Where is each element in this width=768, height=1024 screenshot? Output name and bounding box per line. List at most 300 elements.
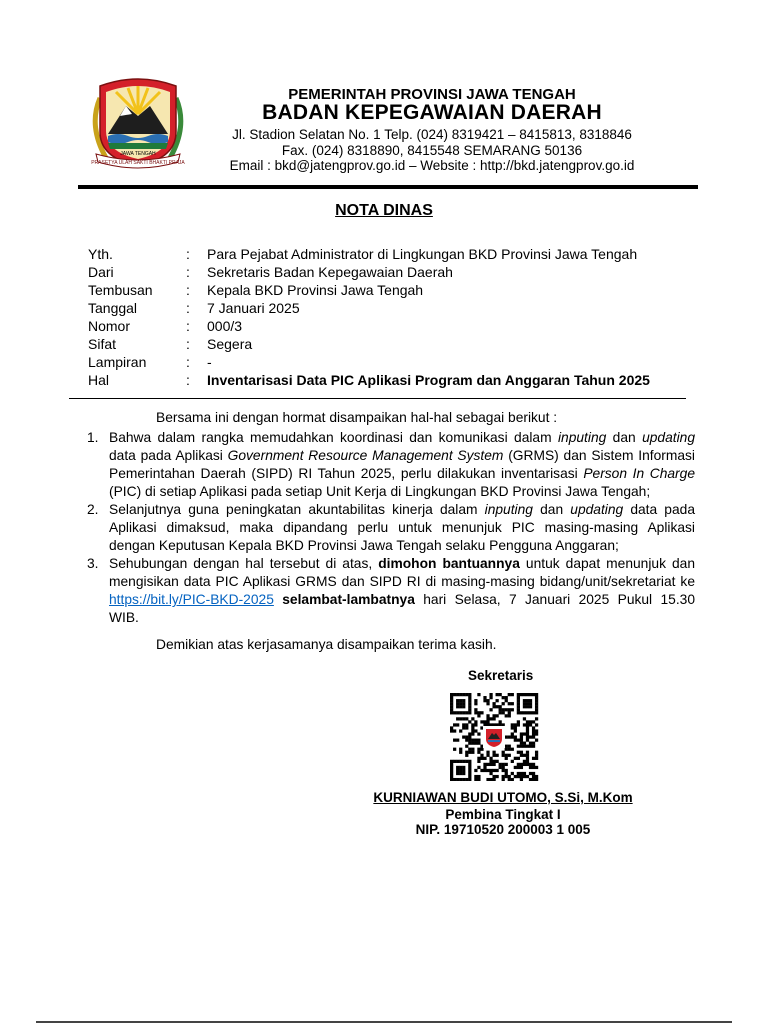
qr-module <box>535 699 538 702</box>
qr-module <box>459 766 462 769</box>
qr-module <box>511 708 514 711</box>
qr-module <box>450 775 453 778</box>
qr-module <box>450 769 453 772</box>
qr-module <box>468 763 471 766</box>
qr-module <box>483 766 486 769</box>
qr-module <box>453 729 456 732</box>
qr-module <box>492 754 495 757</box>
qr-module <box>508 778 511 781</box>
qr-module <box>532 757 535 760</box>
qr-module <box>474 739 477 742</box>
qr-module <box>465 735 468 738</box>
qr-module <box>505 763 508 766</box>
qr-module <box>523 711 526 714</box>
qr-module <box>496 760 499 763</box>
text-line: Selanjutnya guna peningkatan akuntabilitas kinerja dalam inputing dan updating data pada <box>109 502 695 517</box>
letterhead-agency: BADAN KEPEGAWAIAN DAERAH <box>262 101 602 124</box>
qr-module <box>477 757 480 760</box>
qr-module <box>450 699 453 702</box>
text-line: Aplikasi dimaksud, maka dipandang perlu untuk menunjuk PIC masing-masing Aplikasi <box>109 520 695 535</box>
qr-module <box>471 726 474 729</box>
qr-module <box>523 717 526 720</box>
qr-module <box>529 705 532 708</box>
meta-row-nature <box>88 335 708 353</box>
qr-module <box>517 772 520 775</box>
qr-module <box>517 711 520 714</box>
qr-module <box>508 702 511 705</box>
qr-module <box>517 702 520 705</box>
qr-module <box>462 760 465 763</box>
qr-module <box>529 735 532 738</box>
qr-module <box>468 711 471 714</box>
form-link[interactable]: https://bit.ly/PIC-BKD-2025 <box>109 592 274 607</box>
qr-module <box>459 760 462 763</box>
qr-module <box>535 757 538 760</box>
qr-module <box>486 754 489 757</box>
qr-module <box>456 699 459 702</box>
qr-module <box>526 760 529 763</box>
qr-module <box>529 699 532 702</box>
qr-module <box>468 772 471 775</box>
qr-module <box>529 745 532 748</box>
qr-module <box>468 751 471 754</box>
meta-label: Nomor <box>88 318 131 334</box>
qr-module <box>511 732 514 735</box>
qr-module <box>502 696 505 699</box>
qr-module <box>453 739 456 742</box>
qr-module <box>459 693 462 696</box>
qr-module <box>526 745 529 748</box>
qr-module <box>535 711 538 714</box>
qr-module <box>465 726 468 729</box>
qr-module <box>514 735 517 738</box>
qr-module <box>526 751 529 754</box>
qr-module <box>474 769 477 772</box>
qr-module <box>456 739 459 742</box>
qr-module <box>462 705 465 708</box>
qr-module <box>492 769 495 772</box>
list-item <box>87 429 695 501</box>
qr-module <box>450 766 453 769</box>
qr-module <box>471 751 474 754</box>
qr-module <box>477 693 480 696</box>
qr-module <box>468 693 471 696</box>
meta-label: Lampiran <box>88 354 147 370</box>
qr-module <box>462 699 465 702</box>
qr-module <box>486 717 489 720</box>
qr-module <box>517 775 520 778</box>
qr-module <box>535 766 538 769</box>
qr-module <box>532 766 535 769</box>
qr-module <box>462 778 465 781</box>
qr-module <box>505 754 508 757</box>
meta-label: Tanggal <box>88 300 138 316</box>
memo-body <box>87 409 695 654</box>
qr-module <box>465 751 468 754</box>
qr-module <box>517 745 520 748</box>
qr-module <box>489 708 492 711</box>
meta-label: Hal <box>88 372 110 388</box>
qr-module <box>459 711 462 714</box>
qr-module <box>486 699 489 702</box>
qr-module <box>483 720 486 723</box>
qr-module <box>450 772 453 775</box>
qr-module <box>474 699 477 702</box>
qr-module <box>529 742 532 745</box>
qr-module <box>526 735 529 738</box>
qr-module <box>468 702 471 705</box>
qr-module <box>523 693 526 696</box>
qr-module <box>492 705 495 708</box>
qr-module <box>520 735 523 738</box>
qr-module <box>508 775 511 778</box>
qr-module <box>505 714 508 717</box>
qr-module <box>477 714 480 717</box>
qr-module <box>450 778 453 781</box>
qr-module <box>459 702 462 705</box>
meta-row-date <box>88 299 708 317</box>
qr-module <box>468 748 471 751</box>
signatory-name: KURNIAWAN BUDI UTOMO, S.Si, M.Kom <box>373 790 633 805</box>
qr-module <box>526 726 529 729</box>
qr-module <box>523 754 526 757</box>
qr-module <box>523 723 526 726</box>
signatory-rank: Pembina Tingkat I <box>445 807 561 822</box>
qr-module <box>462 772 465 775</box>
qr-module <box>505 699 508 702</box>
qr-module <box>526 693 529 696</box>
qr-module <box>459 717 462 720</box>
qr-module <box>492 702 495 705</box>
qr-module <box>526 732 529 735</box>
qr-module <box>532 693 535 696</box>
qr-module <box>496 754 499 757</box>
qr-module <box>511 735 514 738</box>
qr-module <box>489 696 492 699</box>
qr-module <box>477 711 480 714</box>
qr-module <box>486 763 489 766</box>
qr-module <box>526 739 529 742</box>
qr-module <box>489 763 492 766</box>
meta-row-attachment <box>88 353 708 371</box>
qr-module <box>526 754 529 757</box>
list-item-number: 2. <box>87 502 99 517</box>
text-line: (PIC) di setiap Aplikasi pada setiap Unit Kerja di Lingkungan BKD Provinsi Jawa Tengah; <box>109 484 651 499</box>
qr-module <box>526 711 529 714</box>
qr-module <box>468 760 471 763</box>
qr-module <box>471 732 474 735</box>
qr-module <box>459 699 462 702</box>
qr-module <box>489 757 492 760</box>
qr-module <box>517 693 520 696</box>
qr-module <box>492 760 495 763</box>
qr-module <box>462 702 465 705</box>
qr-module <box>520 711 523 714</box>
qr-module <box>477 778 480 781</box>
qr-module <box>526 775 529 778</box>
qr-module <box>511 702 514 705</box>
qr-module <box>529 723 532 726</box>
meta-value: 000/3 <box>207 318 243 334</box>
qr-module <box>462 693 465 696</box>
qr-module <box>535 693 538 696</box>
qr-module <box>465 723 468 726</box>
qr-module <box>480 711 483 714</box>
qr-module <box>477 766 480 769</box>
meta-colon: : <box>186 300 190 316</box>
qr-module <box>471 739 474 742</box>
qr-module <box>505 757 508 760</box>
qr-module <box>535 751 538 754</box>
qr-module <box>474 702 477 705</box>
qr-module <box>523 702 526 705</box>
qr-module <box>526 757 529 760</box>
qr-module <box>489 693 492 696</box>
text-line: Sehubungan dengan hal tersebut di atas, dimohon bantuannya untuk dapat menunjuk dan <box>109 556 696 571</box>
qr-module <box>474 729 477 732</box>
qr-module <box>477 760 480 763</box>
qr-module <box>483 763 486 766</box>
text-line: dengan Keputusan Kepala BKD Provinsi Jawa Tengah selaku Pengguna Anggaran; <box>109 538 619 553</box>
meta-value: Kepala BKD Provinsi Jawa Tengah <box>207 282 424 298</box>
qr-module <box>523 775 526 778</box>
qr-module <box>520 775 523 778</box>
qr-module <box>477 742 480 745</box>
qr-module <box>462 717 465 720</box>
qr-module <box>477 739 480 742</box>
qr-module <box>532 711 535 714</box>
opening-paragraph: Bersama ini dengan hormat disampaikan hal-hal sebagai berikut : <box>156 410 558 425</box>
qr-module <box>459 769 462 772</box>
qr-module <box>502 751 505 754</box>
qr-module <box>462 723 465 726</box>
qr-module <box>526 705 529 708</box>
qr-module <box>499 708 502 711</box>
qr-module <box>520 772 523 775</box>
qr-module <box>468 720 471 723</box>
qr-module <box>520 739 523 742</box>
qr-module <box>459 778 462 781</box>
qr-module <box>468 739 471 742</box>
qr-module <box>517 757 520 760</box>
meta-label: Tembusan <box>88 282 153 298</box>
qr-module <box>496 699 499 702</box>
qr-module <box>499 763 502 766</box>
qr-module <box>505 748 508 751</box>
qr-module <box>499 693 502 696</box>
qr-module <box>520 732 523 735</box>
logo-motto-text: PRASETYA ULAH SAKTI BHAKTI PRAJA <box>91 160 185 166</box>
qr-module <box>511 772 514 775</box>
qr-module <box>514 757 517 760</box>
qr-module <box>502 708 505 711</box>
qr-module <box>459 772 462 775</box>
qr-module <box>535 775 538 778</box>
qr-module <box>520 751 523 754</box>
qr-module <box>523 745 526 748</box>
qr-module <box>468 742 471 745</box>
qr-module <box>520 778 523 781</box>
meta-colon: : <box>186 372 190 388</box>
qr-module <box>468 708 471 711</box>
qr-module <box>480 757 483 760</box>
qr-module <box>502 775 505 778</box>
qr-module <box>465 778 468 781</box>
qr-module <box>471 729 474 732</box>
qr-module <box>508 711 511 714</box>
qr-module <box>465 739 468 742</box>
qr-module <box>462 726 465 729</box>
qr-center-emblem <box>483 726 505 748</box>
qr-module <box>496 775 499 778</box>
qr-module <box>508 708 511 711</box>
qr-module <box>529 778 532 781</box>
meta-value: Segera <box>207 336 253 352</box>
qr-module <box>450 708 453 711</box>
qr-module <box>480 754 483 757</box>
qr-module <box>514 726 517 729</box>
qr-module <box>492 714 495 717</box>
qr-module <box>459 751 462 754</box>
qr-module <box>480 748 483 751</box>
qr-module <box>517 708 520 711</box>
qr-module <box>462 766 465 769</box>
meta-label: Dari <box>88 264 114 280</box>
qr-module <box>453 760 456 763</box>
qr-module <box>502 769 505 772</box>
qr-module <box>465 754 468 757</box>
list-item <box>87 555 695 627</box>
qr-module <box>532 778 535 781</box>
qr-module <box>508 693 511 696</box>
qr-module <box>459 705 462 708</box>
qr-module <box>520 745 523 748</box>
qr-module <box>496 693 499 696</box>
qr-module <box>468 735 471 738</box>
qr-module <box>474 711 477 714</box>
meta-label: Yth. <box>88 246 113 262</box>
qr-module <box>462 735 465 738</box>
qr-module <box>529 693 532 696</box>
qr-module <box>502 778 505 781</box>
qr-module <box>502 754 505 757</box>
qr-module <box>517 739 520 742</box>
qr-module <box>492 763 495 766</box>
qr-module <box>450 763 453 766</box>
qr-module <box>456 769 459 772</box>
qr-module <box>502 702 505 705</box>
qr-module <box>526 720 529 723</box>
qr-module <box>477 775 480 778</box>
document-title: NOTA DINAS <box>335 202 433 219</box>
qr-module <box>486 714 489 717</box>
qr-module <box>517 751 520 754</box>
qr-module <box>517 766 520 769</box>
qr-module <box>465 717 468 720</box>
letterhead-fax: Fax. (024) 8318890, 8415548 SEMARANG 50136 <box>281 143 583 158</box>
qr-module <box>496 705 499 708</box>
text-line: mengisikan data PIC Aplikasi GRMS dan SIPD RI di masing-masing bidang/unit/sekretariat ke <box>109 574 695 589</box>
list-item-number: 1. <box>87 430 99 445</box>
meta-value-subject: Inventarisasi Data PIC Aplikasi Program dan Anggaran Tahun 2025 <box>207 372 650 388</box>
qr-module <box>535 739 538 742</box>
meta-row-recipient <box>88 245 708 263</box>
qr-module <box>532 735 535 738</box>
qr-module <box>456 766 459 769</box>
qr-module <box>520 763 523 766</box>
meta-row-cc <box>88 281 708 299</box>
qr-module <box>456 702 459 705</box>
qr-module <box>517 763 520 766</box>
qr-module <box>529 772 532 775</box>
qr-module <box>450 705 453 708</box>
qr-module <box>453 748 456 751</box>
qr-module <box>505 775 508 778</box>
qr-module <box>486 751 489 754</box>
qr-module <box>471 748 474 751</box>
qr-module <box>453 693 456 696</box>
qr-module <box>535 717 538 720</box>
qr-module <box>450 711 453 714</box>
qr-module <box>468 732 471 735</box>
qr-module <box>526 702 529 705</box>
qr-module <box>474 708 477 711</box>
qr-module <box>517 699 520 702</box>
text-line: Bahwa dalam rangka memudahkan koordinasi dan komunikasi dalam inputing dan updating <box>109 430 695 445</box>
qr-module <box>505 696 508 699</box>
qr-module <box>508 745 511 748</box>
qr-module <box>477 732 480 735</box>
qr-module <box>480 769 483 772</box>
qr-module <box>505 772 508 775</box>
qr-module <box>499 720 502 723</box>
qr-module <box>453 723 456 726</box>
qr-module <box>486 769 489 772</box>
qr-module <box>508 714 511 717</box>
qr-module <box>529 766 532 769</box>
qr-module <box>486 778 489 781</box>
qr-module <box>462 711 465 714</box>
qr-module <box>483 757 486 760</box>
qr-module <box>492 751 495 754</box>
qr-module <box>520 766 523 769</box>
qr-module <box>465 760 468 763</box>
qr-module <box>474 778 477 781</box>
qr-module <box>468 705 471 708</box>
qr-module <box>505 735 508 738</box>
meta-colon: : <box>186 336 190 352</box>
qr-module <box>523 742 526 745</box>
qr-module <box>456 723 459 726</box>
qr-module <box>505 769 508 772</box>
qr-module <box>532 763 535 766</box>
qr-module <box>523 699 526 702</box>
qr-module <box>529 711 532 714</box>
qr-module <box>535 778 538 781</box>
qr-module <box>532 729 535 732</box>
qr-module <box>483 769 486 772</box>
qr-module <box>471 742 474 745</box>
meta-label: Sifat <box>88 336 117 352</box>
letterhead-address: Jl. Stadion Selatan No. 1 Telp. (024) 8319421 – 8415813, 8318846 <box>232 127 632 142</box>
qr-module <box>465 693 468 696</box>
letterhead-government: PEMERINTAH PROVINSI JAWA TENGAH <box>288 86 576 103</box>
qr-module <box>514 775 517 778</box>
qr-module <box>508 754 511 757</box>
meta-value: 7 Januari 2025 <box>207 300 300 316</box>
qr-module <box>474 775 477 778</box>
qr-module <box>453 778 456 781</box>
